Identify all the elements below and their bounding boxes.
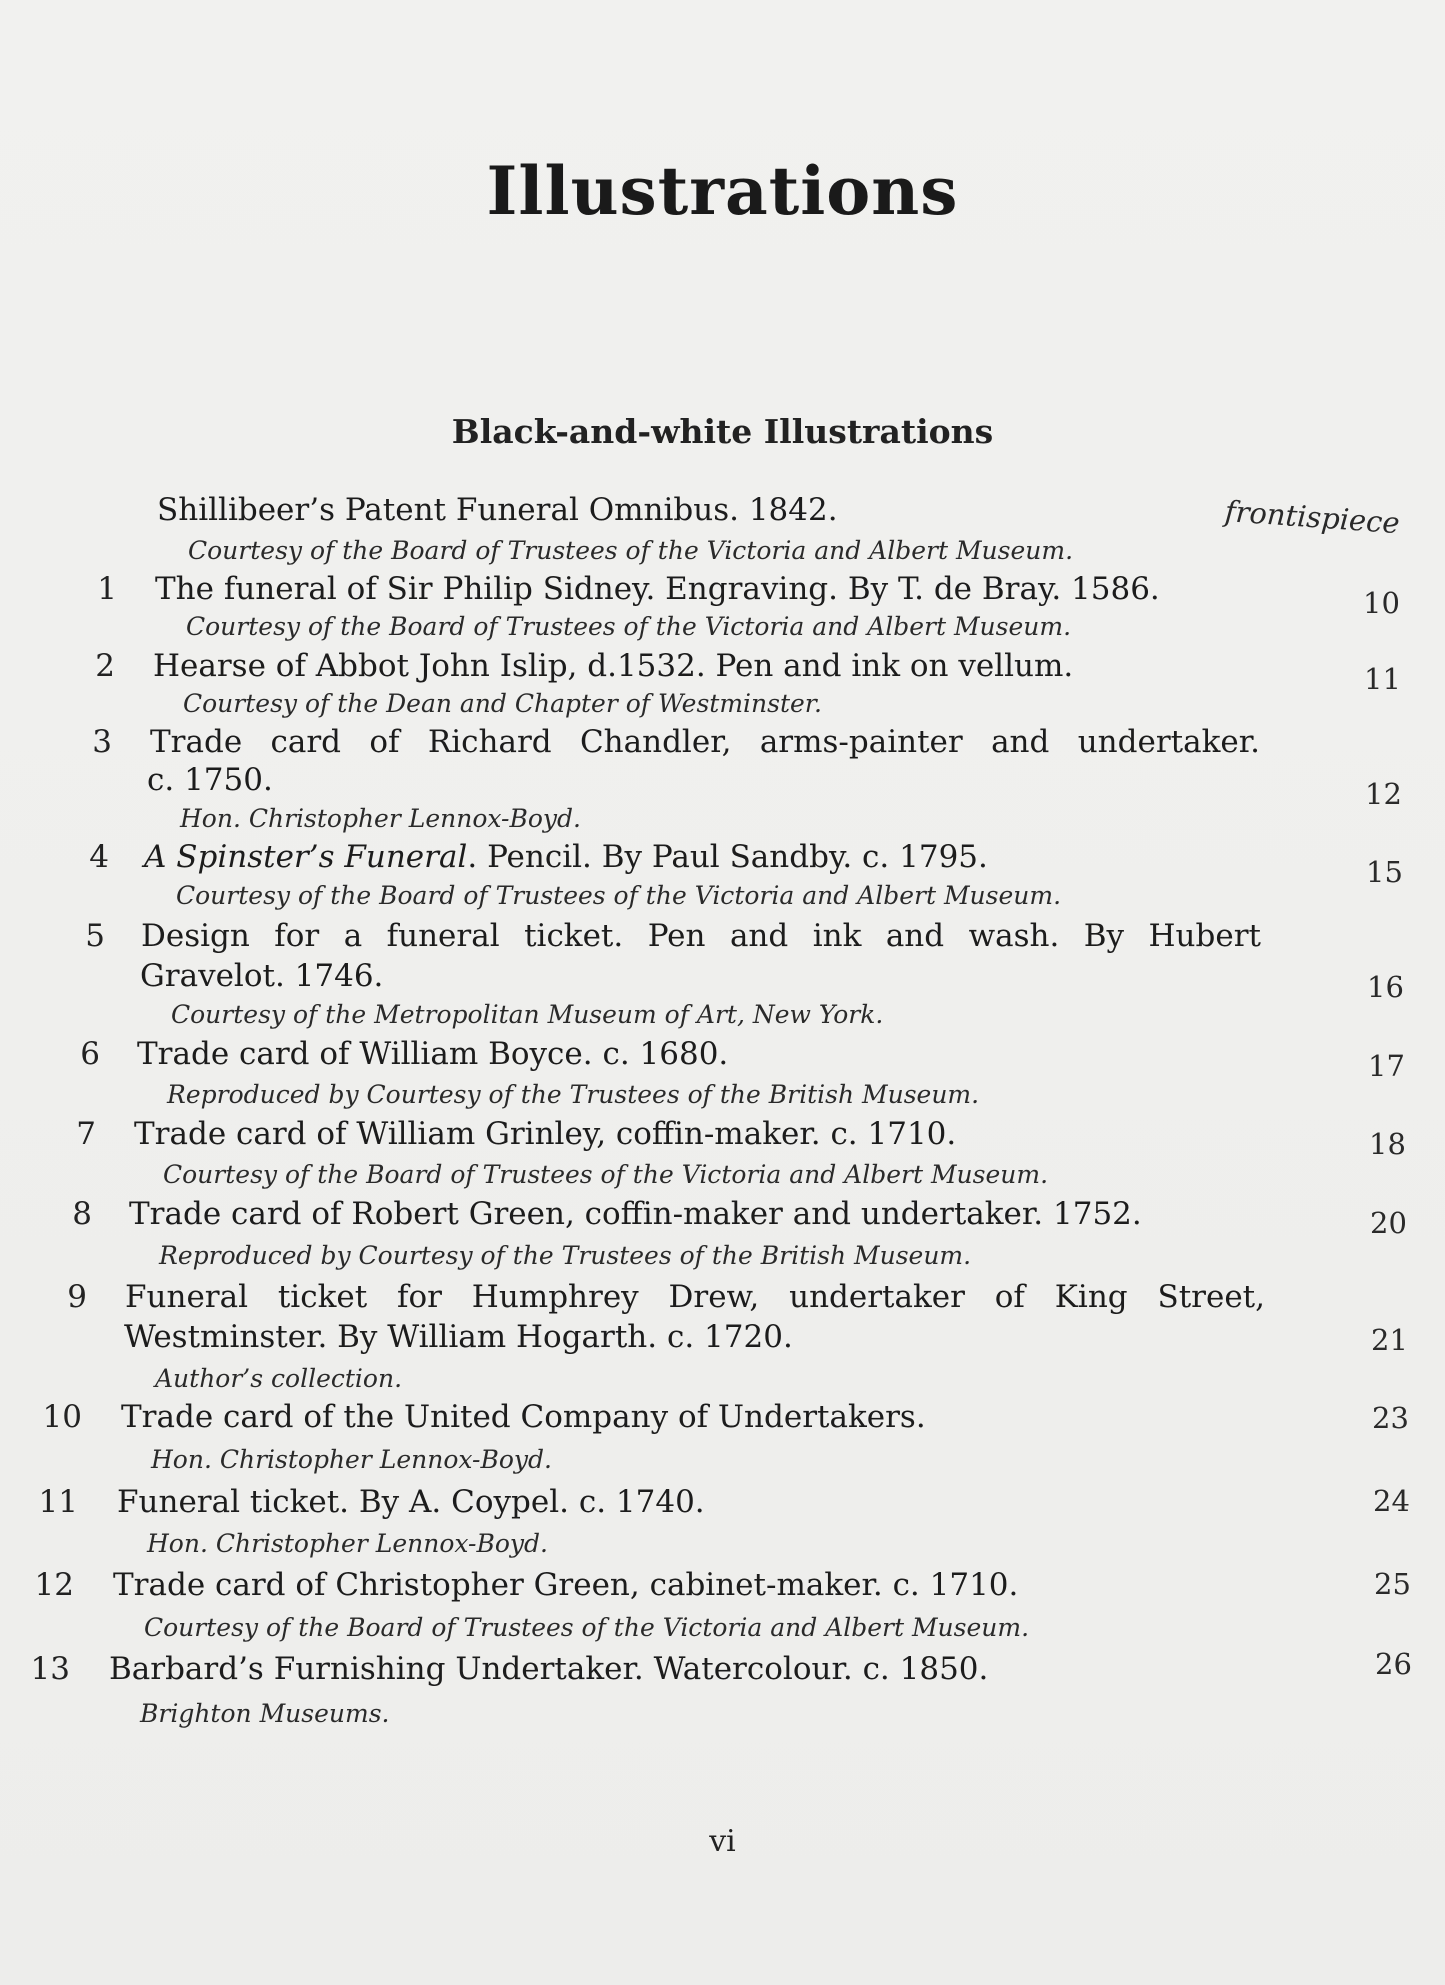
entry-caption: Trade card of William Boyce. c. 1680. xyxy=(137,1036,729,1072)
entry-caption: Design for a funeral ticket. Pen and ink and wash. By Hubert xyxy=(141,918,1261,954)
entry-caption-continued: Gravelot. 1746. xyxy=(140,958,384,994)
entry-number: 1 xyxy=(97,571,117,607)
entry-page: 25 xyxy=(1374,1567,1411,1601)
entry-credit: Courtesy of the Board of Trustees of the Victoria and Albert Museum. xyxy=(186,612,1072,641)
entry-credit: Reproduced by Courtesy of the Trustees of the British Museum. xyxy=(159,1241,972,1270)
entry-credit: Courtesy of the Board of Trustees of the Victoria and Albert Museum. xyxy=(188,536,1074,565)
entry-caption: Trade card of William Grinley, coffin-maker. c. 1710. xyxy=(134,1116,957,1152)
section-heading: Black-and-white Illustrations xyxy=(451,412,994,451)
entry-number: 3 xyxy=(92,724,112,760)
entry-number: 12 xyxy=(34,1567,74,1603)
entry-caption: Trade card of the United Company of Undertakers. xyxy=(121,1399,926,1435)
entry-number: 4 xyxy=(89,839,109,875)
entry-number: 2 xyxy=(95,648,115,684)
entry-page: 26 xyxy=(1375,1647,1412,1681)
entry-caption-continued: Westminster. By William Hogarth. c. 1720. xyxy=(124,1319,793,1355)
entry-number: 11 xyxy=(38,1484,78,1520)
entry-page: 11 xyxy=(1364,662,1401,696)
entry-caption: Shillibeer’s Patent Funeral Omnibus. 1842. xyxy=(157,492,838,528)
entry-caption: Trade card of Richard Chandler, arms-painter and undertaker. xyxy=(150,724,1260,760)
entry-page: 21 xyxy=(1371,1323,1408,1357)
entry-credit: Courtesy of the Board of Trustees of the Victoria and Albert Museum. xyxy=(144,1613,1030,1642)
entry-page: 17 xyxy=(1368,1049,1405,1083)
entry-page: 23 xyxy=(1372,1401,1409,1435)
entry-caption: Funeral ticket. By A. Coypel. c. 1740. xyxy=(117,1484,705,1520)
entry-caption: The funeral of Sir Philip Sidney. Engraving. By T. de Bray. 1586. xyxy=(155,571,1160,607)
entry-credit: Author’s collection. xyxy=(155,1364,403,1393)
entry-credit: Brighton Museums. xyxy=(140,1699,390,1728)
entry-credit: Courtesy of the Board of Trustees of the Victoria and Albert Museum. xyxy=(163,1160,1049,1189)
entry-page: 24 xyxy=(1373,1484,1410,1518)
entry-number: 7 xyxy=(76,1116,96,1152)
entry-page: 20 xyxy=(1370,1206,1407,1240)
page-title: Illustrations xyxy=(486,152,959,230)
entry-credit: Reproduced by Courtesy of the Trustees of the British Museum. xyxy=(167,1080,980,1109)
entry-caption: Trade card of Robert Green, coffin-maker and undertaker. 1752. xyxy=(129,1196,1142,1232)
entry-number: 9 xyxy=(67,1279,87,1315)
entry-caption-continued: c. 1750. xyxy=(147,762,273,798)
entry-caption: Barbard’s Furnishing Undertaker. Watercolour. c. 1850. xyxy=(109,1651,989,1687)
entry-page: 12 xyxy=(1365,777,1402,811)
entry-page: 16 xyxy=(1367,970,1404,1004)
entry-page: 15 xyxy=(1366,855,1403,889)
entry-caption: Funeral ticket for Humphrey Drew, undertaker of King Street, xyxy=(125,1279,1265,1315)
entry-credit: Hon. Christopher Lennox-Boyd. xyxy=(180,804,582,833)
entry-credit: Courtesy of the Board of Trustees of the Victoria and Albert Museum. xyxy=(176,881,1062,910)
entry-caption xyxy=(144,839,988,875)
entry-credit: Hon. Christopher Lennox-Boyd. xyxy=(151,1445,553,1474)
entry-caption: Trade card of Christopher Green, cabinet-maker. c. 1710. xyxy=(113,1567,1019,1603)
entry-caption-text: . Pencil. By Paul Sandby. c. 1795. xyxy=(467,839,988,875)
entry-number: 13 xyxy=(30,1651,70,1687)
entry-credit: Courtesy of the Dean and Chapter of Westminster. xyxy=(183,689,822,718)
entry-page: 10 xyxy=(1363,586,1400,620)
entry-credit: Hon. Christopher Lennox-Boyd. xyxy=(147,1529,549,1558)
entry-caption: Hearse of Abbot John Islip, d.1532. Pen and ink on vellum. xyxy=(153,648,1074,684)
entry-number: 8 xyxy=(72,1196,92,1232)
entry-number: 5 xyxy=(85,918,105,954)
entry-page: frontispiece xyxy=(1223,494,1401,541)
entry-caption-italic-title: A Spinster’s Funeral xyxy=(144,839,468,875)
entry-number: 6 xyxy=(80,1036,100,1072)
page-number: vi xyxy=(709,1824,736,1859)
entry-page: 18 xyxy=(1369,1127,1406,1161)
entry-credit: Courtesy of the Metropolitan Museum of Art, New York. xyxy=(171,1000,884,1029)
entry-number: 10 xyxy=(42,1399,82,1435)
